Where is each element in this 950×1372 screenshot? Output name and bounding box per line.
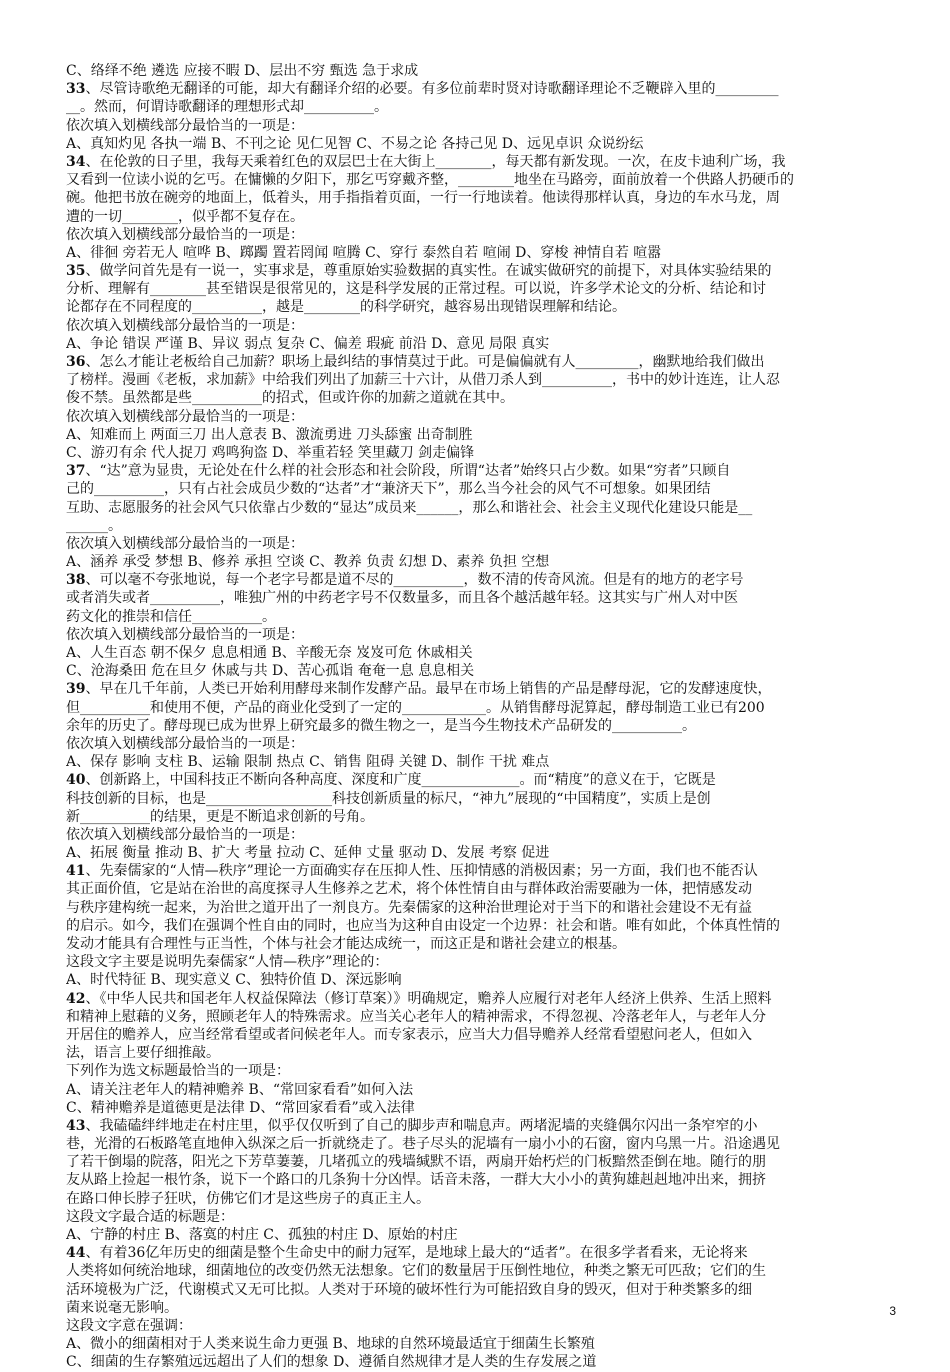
line-text: A、争论 错误 严谨 B、异议 弱点 复杂 C、偏差 瑕疵 前沿 D、意见 局限 真实 [66, 335, 550, 352]
line-text: A、知难而上 两面三刀 出人意表 B、激流勇进 刀头舔蜜 出奇制胜 [66, 426, 473, 443]
line-text: A、徘徊 旁若无人 喧哗 B、踯躅 置若罔闻 喧腾 C、穿行 泰然自若 喧闹 D、穿梭 神情自若 喧嚣 [66, 244, 662, 261]
line-text: A、请关注老年人的精神赡养 B、“常回家看看”如何入法 [66, 1081, 414, 1098]
text-line [66, 171, 886, 189]
line-text: 下列作为选文标题最恰当的一项是： [66, 1063, 290, 1080]
line-text: A、人生百态 朝不保夕 息息相通 B、辛酸无奈 岌岌可危 休戚相关 [66, 645, 473, 661]
text-line [66, 98, 886, 116]
question-number: 43 [66, 1117, 86, 1134]
text-line [66, 1299, 886, 1317]
text-line [66, 1026, 886, 1044]
line-text: 、《中华人民共和国老年人权益保障法（修订草案）》明确规定，赡养人应履行对老年人经济上供养、生活上照料 [85, 990, 772, 1007]
text-line [66, 1335, 886, 1353]
line-text: 菌来说毫无影响。 [66, 1299, 178, 1316]
question-number: 41 [66, 863, 86, 880]
text-line [66, 189, 886, 207]
line-text: 在路口伸长脖子狂吠，仿佛它们才是这些房子的真正主人。 [66, 1190, 430, 1207]
line-text: 或者消失或者__________，唯独广州的中药老字号不仅数量多，而且各个越活越年轻。这其实与广州人对中医 [66, 590, 738, 607]
line-text: 这段文字最合适的标题是： [66, 1208, 234, 1225]
line-text: 余年的历史了。酵母现已成为世界上研究最多的微生物之一，是当今生物技术产品研发的__________。 [66, 717, 696, 734]
text-line [66, 589, 886, 607]
question-number: 34 [66, 153, 86, 170]
line-text: 、有着36亿年历史的细菌是整个生命史中的耐力冠军，是地球上最大的“适者”。在很多学者看来，无论将来 [85, 1245, 748, 1262]
text-line [66, 480, 886, 498]
text-line [66, 1062, 886, 1080]
text-line [66, 680, 886, 698]
question-number: 37 [66, 463, 86, 480]
line-text: 与秩序建构统一起来，为治世之道开出了一剂良方。先秦儒家的这种治世理论对于当下的和谐社会建设不无有益 [66, 899, 752, 916]
line-text: 药文化的推崇和信任__________。 [66, 608, 276, 625]
text-line [66, 389, 886, 407]
text-line [66, 626, 886, 644]
page-number: 3 [889, 1304, 896, 1318]
line-text: 这段文字主要是说明先秦儒家“人情—秩序”理论的： [66, 954, 389, 971]
text-line [66, 1153, 886, 1171]
line-text: 、先秦儒家的“人情—秩序”理论一方面确实存在压抑人性、压抑情感的消极因素；另一方面，我们也不能否认 [85, 863, 758, 880]
text-line [66, 844, 886, 862]
line-text: A、微小的细菌相对于人类来说生命力更强 B、地球的自然环境最适宜于细菌生长繁殖 [66, 1336, 595, 1353]
text-line [66, 1281, 886, 1299]
text-line [66, 753, 886, 771]
text-line [66, 153, 886, 171]
line-text: C、游刃有余 代人捉刀 鸡鸣狗盗 D、举重若轻 笑里藏刀 剑走偏锋 [66, 444, 475, 461]
text-line [66, 262, 886, 280]
line-text: C、细菌的生存繁殖远远超出了人们的想象 D、遵循自然规律才是人类的生存发展之道 [66, 1354, 597, 1371]
question-number: 35 [66, 263, 86, 280]
text-line [66, 1317, 886, 1335]
line-text: 依次填入划横线部分最恰当的一项是： [66, 535, 304, 552]
text-line [66, 80, 886, 98]
text-line [66, 1190, 886, 1208]
line-text: 互助、志愿服务的社会风气只依靠占少数的“显达”成员来______，那么和谐社会、社会主义现代化建设只能是__ [66, 499, 753, 516]
line-text: 论都存在不同程度的__________，越是________的科学研究，越容易出现错误理解和结论。 [66, 299, 626, 316]
text-line [66, 426, 886, 444]
question-number: 36 [66, 354, 86, 370]
text-line [66, 535, 886, 553]
text-line [66, 553, 886, 571]
line-text: C、精神赡养是道德更是法律 D、“常回家看看”或入法律 [66, 1099, 415, 1116]
text-line [66, 899, 886, 917]
line-text: 但__________和使用不便，产品的商业化受到了一定的____________。从销售酵母泥算起，酵母制造工业已有200 [66, 699, 765, 716]
line-text: 、尽管诗歌绝无翻译的可能，却大有翻译介绍的必要。有多位前辈时贤对诗歌翻译理论不乏鞭辟入里的_________ [85, 81, 779, 98]
question-number: 42 [66, 990, 86, 1007]
question-number: 40 [66, 772, 86, 789]
line-text: C、沧海桑田 危在旦夕 休戚与共 D、苦心孤诣 奄奄一息 息息相关 [66, 663, 475, 680]
line-text: A、宁静的村庄 B、落寞的村庄 C、孤独的村庄 D、原始的村庄 [66, 1227, 458, 1243]
text-line [66, 1353, 886, 1371]
question-number: 44 [66, 1245, 86, 1262]
line-text: 人类将如何统治地球，细菌地位的改变仍然无法想象。它们的数量居于压倒性地位，种类之繁无可匹敌；它们的生 [66, 1263, 766, 1280]
text-line [66, 135, 886, 153]
text-line [66, 371, 886, 389]
text-line [66, 935, 886, 953]
text-line [66, 771, 886, 789]
line-text: 的启示。如今，我们在强调个性自由的同时，也应当为这种自由设定一个边界：社会和谐。唯有如此，个体真性情的 [66, 917, 780, 934]
text-line [66, 499, 886, 517]
text-line [66, 644, 886, 662]
line-text: 这段文字意在强调： [66, 1317, 192, 1334]
text-line [66, 1135, 886, 1153]
text-line [66, 517, 886, 535]
line-text: 巷，光滑的石板路笔直地伸入纵深之后一折就绕走了。巷子尽头的泥墙有一扇小小的石窗，窗内乌黑一片。沿途遇见 [66, 1136, 780, 1153]
line-text: 依次填入划横线部分最恰当的一项是： [66, 626, 304, 643]
text-line [66, 1171, 886, 1189]
line-text: 依次填入划横线部分最恰当的一项是： [66, 226, 304, 243]
text-line [66, 880, 886, 898]
line-text: 新__________的结果，更是不断追求创新的号角。 [66, 808, 374, 825]
text-line [66, 408, 886, 426]
text-line [66, 1008, 886, 1026]
line-text: 、怎么才能让老板给自己加薪？职场上最纠结的事情莫过于此。可是偏偏就有人_________，幽默地给我们做出 [85, 354, 765, 370]
line-text: 又看到一位读小说的乞丐。在慵懒的夕阳下，那乞丐穿戴齐整，________地坐在马路旁，面前放着一个供路人扔硬币的 [66, 172, 794, 189]
text-line [66, 1099, 886, 1117]
text-line [66, 280, 886, 298]
line-text: 己的__________，只有占社会成员少数的“达者”才“兼济天下”，那么当今社会的风气不可想象。如果团结 [66, 481, 711, 498]
line-text: 、做学问首先是有一说一，实事求是，尊重原始实验数据的真实性。在诚实做研究的前提下，对具体实验结果的 [85, 263, 772, 280]
line-text: 了榜样。漫画《老板，求加薪》中给我们列出了加薪三十六计，从借刀杀人到__________，书中的妙计连连，让人忍 [66, 372, 780, 389]
text-line [66, 462, 886, 480]
text-line [66, 1044, 886, 1062]
text-line [66, 717, 886, 735]
line-text: A、拓展 衡量 推动 B、扩大 考量 拉动 C、延伸 丈量 驱动 D、发展 考察 促进 [66, 845, 550, 862]
text-line [66, 790, 886, 808]
text-line [66, 808, 886, 826]
text-line [66, 990, 886, 1008]
line-text: A、涵养 承受 梦想 B、修养 承担 空谈 C、教养 负责 幻想 D、素养 负担 空想 [66, 554, 550, 571]
text-line [66, 971, 886, 989]
question-number: 38 [66, 572, 86, 589]
text-line [66, 1262, 886, 1280]
document-page [66, 62, 886, 1372]
line-text: 了若干倒塌的院落，阳光之下芳草萋萋，几堵孤立的残墙缄默不语，两扇开始朽烂的门板黯然歪倒在地。随行的朋 [66, 1154, 766, 1171]
line-text: 依次填入划横线部分最恰当的一项是： [66, 117, 304, 134]
line-text: 法，语言上要仔细推敲。 [66, 1045, 220, 1062]
line-text: 、我磕磕绊绊地走在村庄里，似乎仅仅听到了自己的脚步声和喘息声。两堵泥墙的夹缝偶尔闪出一条窄窄的小 [85, 1117, 758, 1134]
line-text: 依次填入划横线部分最恰当的一项是： [66, 826, 304, 843]
text-line [66, 62, 886, 80]
text-line [66, 1081, 886, 1099]
text-line [66, 444, 886, 462]
line-text: 科技创新的目标，也是__________________科技创新质量的标尺，“神九”展现的“中国精度”，实质上是创 [66, 790, 711, 807]
text-line [66, 1226, 886, 1244]
text-line [66, 826, 886, 844]
line-text: ______。 [66, 517, 122, 534]
text-line [66, 353, 886, 371]
text-line [66, 953, 886, 971]
text-line [66, 208, 886, 226]
text-line [66, 317, 886, 335]
text-line [66, 117, 886, 135]
line-text: 依次填入划横线部分最恰当的一项是： [66, 317, 304, 334]
text-line [66, 226, 886, 244]
line-text: 、早在几千年前，人类已开始利用酵母来制作发酵产品。最早在市场上销售的产品是酵母泥，它的发酵速度快， [85, 681, 772, 698]
line-text: 、创新路上，中国科技正不断向各种高度、深度和广度______________。而“精度”的意义在于，它既是 [85, 772, 716, 789]
text-line [66, 244, 886, 262]
line-text: 友从路上捡起一根竹条，说下一个路口的几条狗十分凶悍。话音未落，一群大大小小的黄狗雄赳赳地冲出来，拥挤 [66, 1172, 766, 1189]
line-text: 、可以毫不夸张地说，每一个老字号都是道不尽的__________，数不清的传奇风流。但是有的地方的老字号 [85, 572, 744, 589]
text-line [66, 1117, 886, 1135]
text-line [66, 298, 886, 316]
question-number: 39 [66, 681, 86, 698]
text-line [66, 1208, 886, 1226]
line-text: __。然而，何谓诗歌翻译的理想形式却__________。 [66, 99, 388, 116]
line-text: 、在伦敦的日子里，我每天乘着红色的双层巴士在大街上________，每天都有新发现。一次，在皮卡迪利广场，我 [85, 153, 786, 170]
text-line [66, 735, 886, 753]
text-line [66, 335, 886, 353]
line-text: 、“达”意为显贵，无论处在什么样的社会形态和社会阶段，所谓“达者”始终只占少数。如果“穷者”只顾自 [85, 463, 731, 480]
question-number: 33 [66, 81, 86, 98]
text-line [66, 699, 886, 717]
line-text: C、络绎不绝 遴选 应接不暇 D、层出不穷 甄选 急于求成 [66, 63, 419, 79]
text-line [66, 608, 886, 626]
line-text: 依次填入划横线部分最恰当的一项是： [66, 735, 304, 752]
text-line [66, 917, 886, 935]
line-text: A、真知灼见 各执一端 B、不刊之论 见仁见智 C、不易之论 各持己见 D、远见卓识 众说纷纭 [66, 135, 644, 152]
text-line [66, 571, 886, 589]
text-line [66, 1244, 886, 1262]
line-text: 和精神上慰藉的义务，照顾老年人的特殊需求。应当关心老年人的精神需求，不得忽视、冷落老年人，与老年人分 [66, 1008, 766, 1025]
text-line [66, 862, 886, 880]
line-text: A、保存 影响 支柱 B、运输 限制 热点 C、销售 阻碍 关键 D、制作 干扰 难点 [66, 754, 550, 771]
line-text: 活环境极为广泛，代谢模式又无可比拟。人类对于环境的破坏性行为可能招致自身的毁灭，但对于种类繁多的细 [66, 1281, 752, 1298]
line-text: 依次填入划横线部分最恰当的一项是： [66, 408, 304, 425]
line-text: 分析、理解有________甚至错误是很常见的，这是科学发展的正常过程。可以说，许多学术论文的分析、结论和讨 [66, 281, 766, 298]
line-text: A、时代特征 B、现实意义 C、独特价值 D、深远影响 [66, 972, 402, 989]
line-text: 遭的一切________，似乎都不复存在。 [66, 208, 304, 225]
line-text: 其正面价值，它是站在治世的高度探寻人生修养之艺术，将个体性情自由与群体政治需要融为一体，把情感发动 [66, 881, 752, 898]
line-text: 俊不禁。虽然都是些__________的招式，但或许你的加薪之道就在其中。 [66, 390, 514, 407]
text-line [66, 662, 886, 680]
line-text: 开居住的赡养人，应当经常看望或者问候老年人。而专家表示，应当大力倡导赡养人经常看望慰问老人，但如入 [66, 1026, 752, 1043]
line-text: 碗。他把书放在碗旁的地面上，低着头，用手指指着页面，一行一行地读着。他读得那样认真，身边的车水马龙，周 [66, 190, 780, 207]
line-text: 发动才能具有合理性与正当性，个体与社会才能达成统一，而这正是和谐社会建立的根基。 [66, 936, 626, 952]
